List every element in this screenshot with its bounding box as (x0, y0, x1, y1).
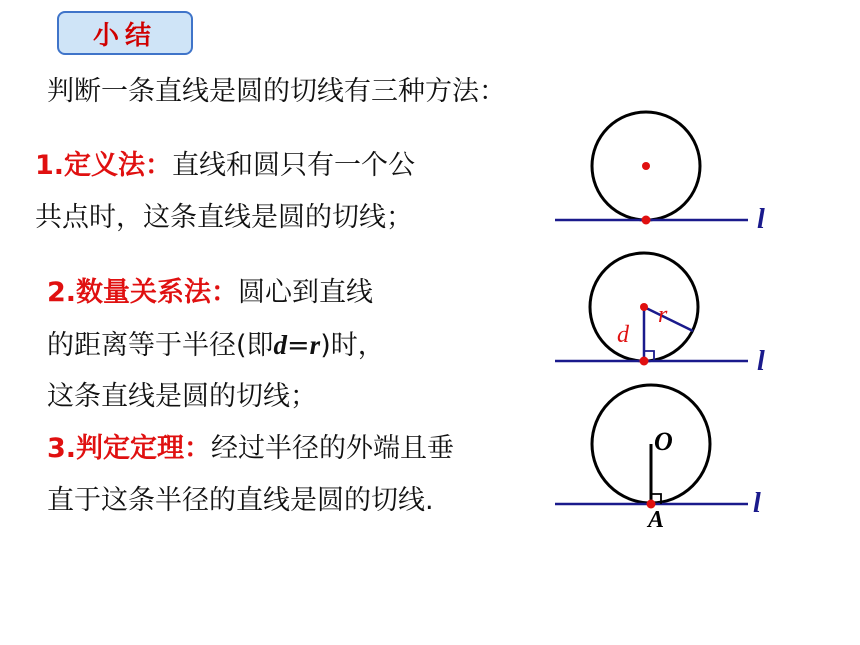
method-2-text-2b: )时， (320, 330, 385, 361)
fig2-foot-point (640, 357, 649, 366)
method-1-line-2: 共点时，这条直线是圆的切线； (35, 202, 413, 233)
intro-text: 判断一条直线是圆的切线有三种方法： (47, 76, 506, 107)
fig2-center-point (640, 303, 648, 311)
method-3-text-1: 经过半径的外端且垂 (211, 433, 455, 464)
fig3-center-label: O (654, 427, 673, 456)
method-2-number: 2. (47, 277, 77, 308)
method-1-text-1: 直线和圆只有一个公 (172, 150, 416, 181)
fig3-point-label: A (648, 507, 665, 533)
method-2-title: 数量关系法： (76, 277, 239, 308)
method-2-equals: = (287, 330, 310, 361)
method-1-title: 定义法： (64, 150, 173, 181)
fig1-center-point (642, 162, 650, 170)
method-2-line-3: 这条直线是圆的切线； (47, 381, 317, 412)
fig3-line-label: l (753, 488, 761, 519)
method-3-line-2: 直于这条半径的直线是圆的切线. (47, 485, 434, 516)
fig2-distance-label: d (617, 322, 629, 348)
method-2-d-symbol: d (273, 330, 288, 360)
method-2-text-1: 圆心到直线 (238, 277, 374, 308)
figure-2 (555, 253, 765, 377)
fig1-line-label: l (757, 204, 765, 235)
method-2-text-2a: 的距离等于半径(即 (47, 330, 274, 361)
method-2-r-symbol: r (309, 330, 321, 360)
fig1-tangent-point (642, 216, 651, 225)
fig2-radius-line (644, 307, 693, 331)
figure-1 (555, 112, 765, 235)
fig2-radius-label: r (658, 302, 668, 328)
figure-3 (555, 385, 761, 533)
method-3-title: 判定定理： (76, 433, 212, 464)
summary-tag: 小结 (57, 11, 193, 55)
method-1-number: 1. (35, 150, 65, 181)
fig2-line-label: l (757, 346, 765, 377)
method-3-number: 3. (47, 433, 77, 464)
